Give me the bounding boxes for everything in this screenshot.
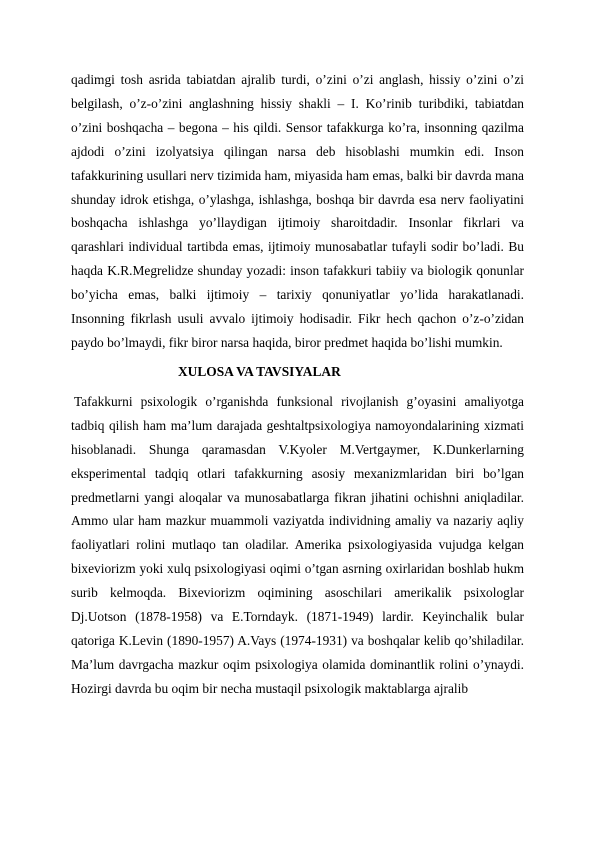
body-paragraph: Tafakkurni psixologik o’rganishda funksional rivojlanish g’oyasini amaliyotga tadbiq qilish ham ma’lum darajada geshtaltpsixologiya namoyondalarining xizmati hisoblanadi. Shunga qaramasdan V.Kyoler M.Vertgaymer, K.Dunkerlarning eksperimental tadqiq otlari tafakkurning asosiy mexanizmlaridan biri bo’lgan predmetlarni yangi aloqalar va munosabatlarga fikran jihatini ochishni aniqladilar. Ammo ular ham mazkur muammoli vaziyatda individning amaliy va nazariy aqliy faoliyatlari rolini mutlaqo tan oladilar. Amerika psixologiyasida vujudga kelgan bixeviorizm yoki xulq psixologiyasi oqimi o’tgan asrning oxirlaridan boshlab hukm surib kelmoqda. Bixeviorizm oqimining asoschilari amerikalik psixologlar Dj.Uotson (1878-1958) va E.Torndayk. (1871-1949) lardir. Keyinchalik bular qatoriga K.Levin (1890-1957) A.Vays (1974-1931) va boshqalar kelib qo’shiladilar. Ma’lum davrgacha mazkur oqim psixologiya olamida dominantlik rolini o’ynaydi. Hozirgi davrda bu oqim bir necha mustaqil psixologik maktablarga ajralib — [71, 393, 524, 696]
section-heading: XULOSA VA TAVSIYALAR — [178, 364, 341, 380]
body-paragraph: qadimgi tosh asrida tabiatdan ajralib turdi, o’zini o’zi anglash, hissiy o’zini o’zi belgilash, o’z-o’zini anglashning hissiy shakli – I. Ko’rinib turibdiki, tabiatdan o’zini boshqacha – begona – his qildi. Sensor tafakkurga ko’ra, insonning qazilma ajdodi o’zini izolyatsiya qilingan narsa deb hisoblashi mumkin edi. Inson tafakkurining usullari nerv tizimida ham, miyasida ham emas, balki bir davrda mana shunday idrok etishga, o’ylashga, ishlashga, boshqa bir davrda esa nerv faoliyatini boshqacha ishlashga yo’llaydigan ijtimoiy sharoitdadir. Insonlar fikrlari va qarashlari individual tartibda emas, ijtimoiy munosabatlar tufayli sodir bo’ladi. Bu haqda K.R.Megrelidze shunday yozadi: inson tafakkuri tabiiy va biologik qonunlar bo’yicha emas, balki ijtimoiy – tarixiy qonuniyatlar yo’lida harakatlanadi. Insonning fikrlash usuli avvalo ijtimoiy hodisadir. Fikr hech qachon o’z-o’zidan paydo bo’lmaydi, fikr biror narsa haqida, biror predmet haqida bo’lishi mumkin. — [71, 72, 524, 350]
document-page — [71, 68, 524, 701]
